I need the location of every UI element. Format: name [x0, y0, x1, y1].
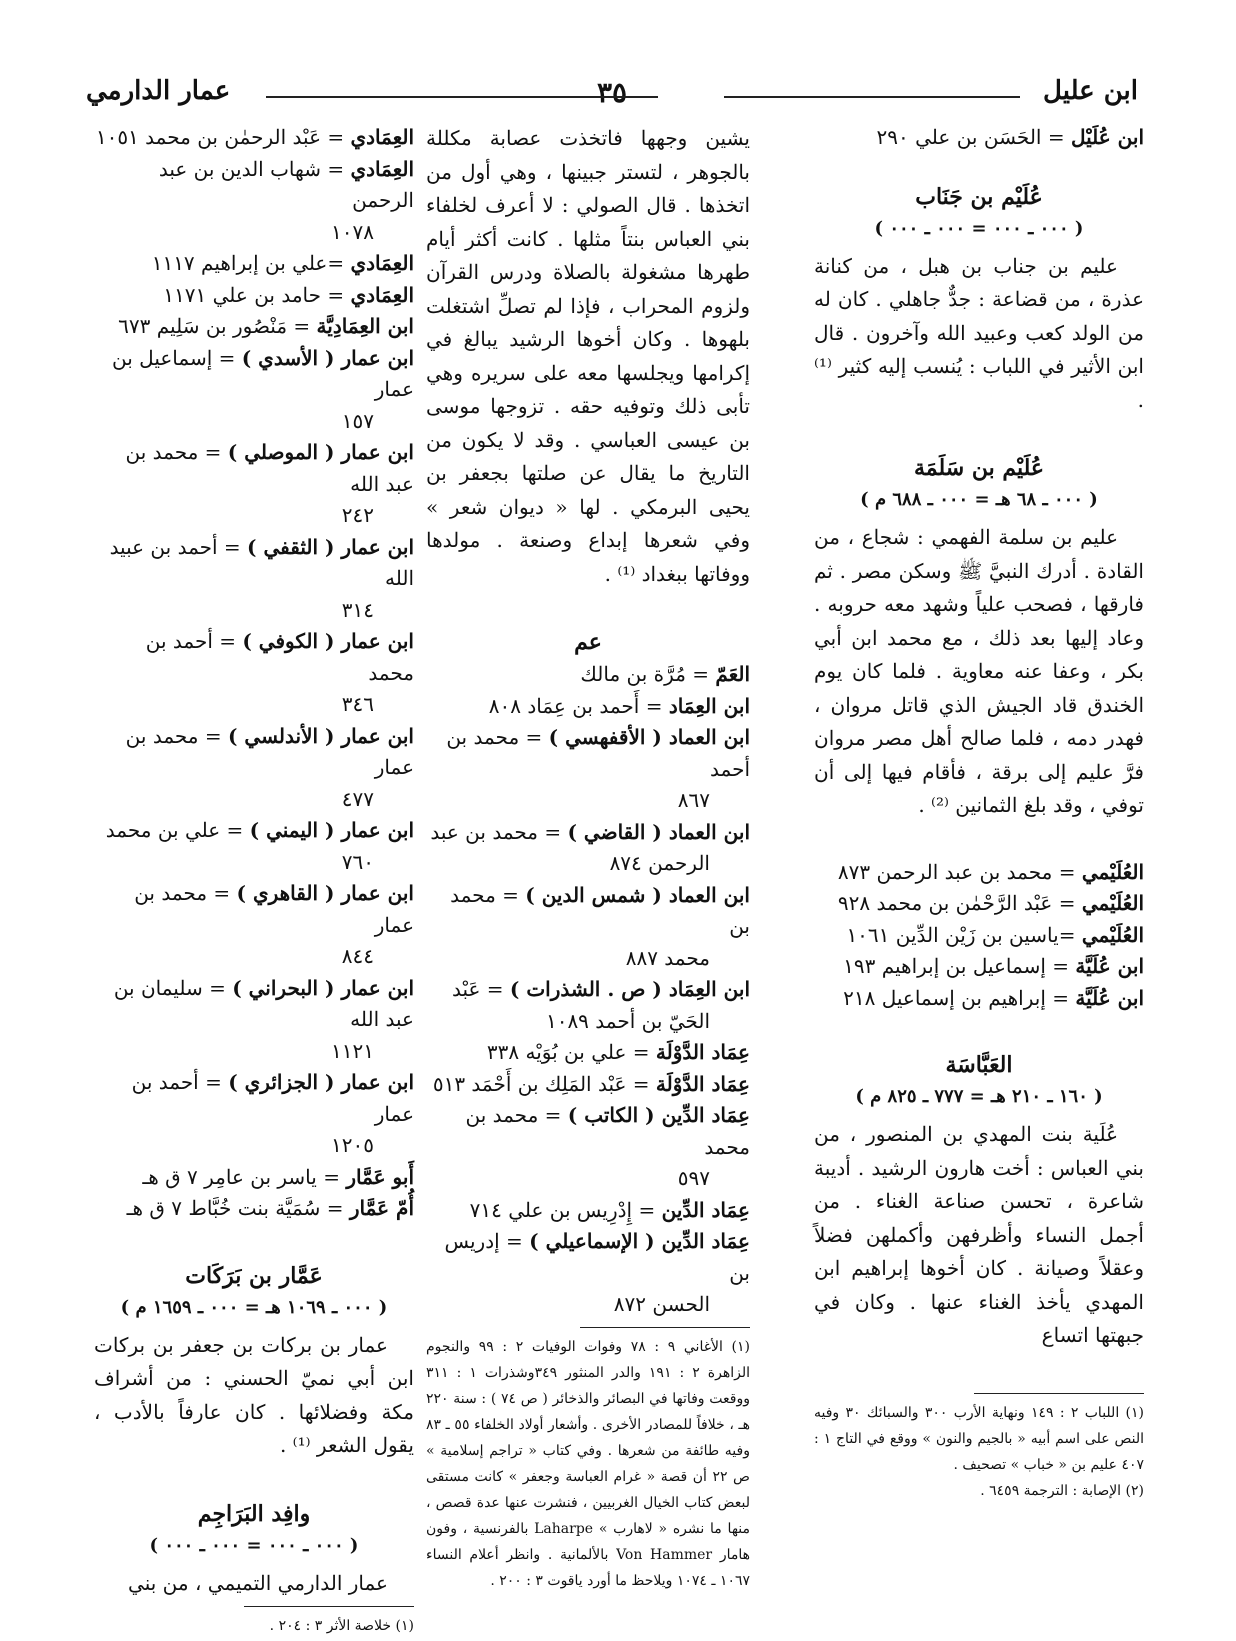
cross-reference-target: = محمد بن أحمد: [446, 725, 750, 781]
cross-reference-name: عِمَاد الدَّوْلَة: [655, 1040, 750, 1064]
footnote: (١) اللباب ٢ : ١٤٩ ونهاية الأرب ٣٠٠ والسبائك ٣٠ وفيه النص على اسم أبيه « بالجيم والنون » ووقع في التاج ١ : ٤٠٧ عليم بن « خباب » تصحيف .: [814, 1404, 1144, 1473]
cross-reference: [814, 857, 1144, 889]
cross-reference: [94, 122, 414, 154]
column-left: [94, 122, 414, 1639]
cross-reference: [94, 311, 414, 343]
cross-reference-name: العِمَادي: [350, 125, 414, 149]
cross-reference-name: ابن العماد ( الأقفهسي ): [548, 725, 750, 749]
cross-reference-name: العَمّ: [715, 662, 750, 686]
cross-reference: [94, 721, 414, 784]
cross-reference-name: ابن عمار ( الأسدي ): [241, 345, 414, 370]
entry-dates: ( ٠٠٠ ـ ٠٠٠ = ٠٠٠ ـ ٠٠٠ ): [874, 217, 1084, 239]
cross-reference-name: العِمَادي: [350, 282, 414, 307]
cross-reference-name: ابن عُلَيَّة: [1075, 985, 1144, 1010]
cross-reference-name: ابن العِمَاد ( ص . الشذرات ): [509, 977, 750, 1001]
cross-reference-continuation: محمد ٨٨٧: [625, 945, 710, 970]
cross-reference-target: = محمد بن عبد الله: [125, 440, 414, 496]
cross-reference-name: ابن عمار ( الموصلي ): [227, 440, 414, 464]
cross-reference-continuation: ١١٢١: [331, 1038, 374, 1063]
column-right: [814, 122, 1144, 1504]
cross-reference-continuation: ٨٦٧: [677, 788, 710, 812]
cross-reference: [94, 626, 414, 689]
cross-reference: [426, 880, 750, 943]
cross-reference-target: = أَحمد بن عِمَاد ٨٠٨: [488, 693, 663, 718]
cross-reference: [426, 691, 750, 723]
cross-reference-name: ابن العماد ( شمس الدين ): [525, 882, 750, 907]
entry-dates: ( ٠٠٠ ـ ٠٠٠ = ٠٠٠ ـ ٠٠٠ ): [149, 1534, 359, 1556]
cross-reference-target: = محمد بن عمار: [125, 723, 414, 779]
cross-reference-name: ابن عمار ( الثقفي ): [247, 534, 414, 559]
entry-title: عُلَيْم بن سَلَمَة: [913, 455, 1045, 481]
cross-reference: [426, 1037, 750, 1069]
running-header: [86, 68, 1138, 124]
cross-reference: [814, 888, 1144, 920]
cross-reference: [94, 532, 414, 595]
cross-reference-continuation: ٨٤٤: [341, 944, 374, 968]
cross-reference-name: ابن عمار ( البحراني ): [232, 975, 414, 1000]
cross-reference-name: العِمَادي: [350, 251, 414, 275]
page-number: ٣٥: [596, 76, 628, 109]
cross-reference: [426, 817, 750, 849]
header-rule-left: [266, 96, 658, 98]
cross-reference: [426, 1226, 750, 1289]
cross-reference-name: ابن عمار ( الكوفي ): [242, 629, 414, 653]
entry-dates: ( ٠٠٠ ـ ١٠٦٩ هـ = ٠٠٠ ـ ١٦٥٩ م ): [120, 1296, 388, 1318]
entry-body: عُلَية بنت المهدي بن المنصور ، من بني العباس : أخت هارون الرشيد . أديبة شاعرة ، تحسن صناعة الغناء . من أجمل النساء وأظرفهن وأكملهن فضلاً وعقلاً وصيانة . كان أخوها إبراهيم ابن المهدي يأخذ الغناء عنها . وكان في جبهتها اتساع: [814, 1122, 1144, 1347]
footnote: (٢) الإصابة : الترجمة ٦٤٥٩ .: [980, 1482, 1144, 1499]
cross-reference: [94, 878, 414, 941]
cross-reference-name: عِمَاد الدِّين ( الكاتب ): [567, 1103, 750, 1127]
cross-reference-name: العُلَيْمي: [1081, 891, 1144, 915]
cross-reference-target: = عَبْد الرحمٰن بن محمد ١٠٥١: [95, 125, 345, 149]
cross-reference: [814, 920, 1144, 952]
cross-reference: [94, 154, 414, 217]
cross-reference-list: [814, 857, 1144, 1015]
cross-reference-name: ابن العِمَاد: [668, 693, 750, 718]
entry-title: العَبَّاسَة: [945, 1052, 1013, 1078]
cross-reference-target: = محمد بن عبد الرحمن ٨٧٣: [837, 859, 1076, 884]
cross-reference-name: ابن العماد ( القاضي ): [567, 819, 750, 844]
cross-reference-target: = مُرَّة بن مالك: [580, 662, 710, 686]
cross-reference-continuation: ١٥٧: [341, 408, 374, 433]
cross-reference-name: عِمَاد الدِّين ( الإسماعيلي ): [529, 1229, 750, 1253]
entry-body: عمار بن بركات بن جعفر بن بركات ابن أبي نميّ الحسني : من أشراف مكة وفضلائها . كان عارفاً بالأدب ، يقول الشعر ⁽¹⁾ .: [94, 1332, 414, 1457]
cross-reference-target: = سليمان بن عبد الله: [113, 975, 414, 1031]
cross-reference: [94, 343, 414, 406]
header-left-word: عمار الدارمي: [86, 76, 231, 106]
entry-title: عَمَّار بن بَرَكَات: [185, 1262, 323, 1289]
entry-body: عمار الدارمي التميمي ، من بني: [128, 1570, 388, 1595]
cross-reference-name: ابن عمار ( اليمني ): [249, 818, 414, 842]
cross-reference-target: = إسماعيل بن إبراهيم ١٩٣: [843, 954, 1070, 978]
entry-body: عليم بن سلمة الفهمي : شجاع ، من القادة . أدرك النبيَّ ﷺ وسكن مصر . ثم فارقها ، فصحب علياً وشهد معه حروبه . وعاد إليها بعد ذلك ، مع محمد ابن أبي بكر ، وعفا عنه معاوية . فلما كان يوم الخندق قاد الجيش الذي قاتل مروان ، فهدر دمه ، فلما صالح أهل مصر مروان فرَّ عليم إلى برقة ، فأقام فيها إلى أن توفي ، وقد بلغ الثمانين ⁽²⁾ .: [814, 525, 1144, 817]
cross-reference-target: = حامد بن علي ١١٧١: [163, 282, 345, 307]
cross-reference-target: = أحمد بن عمار: [131, 1070, 414, 1126]
cross-reference-continuation: ٤٧٧: [341, 786, 374, 811]
cross-reference-name: ابن العِمَادِيَّة: [316, 314, 414, 338]
entry-title: وافِد البَرَاجِم: [197, 1500, 311, 1527]
cross-reference-continuation: الحسن ٨٧٢: [613, 1292, 710, 1316]
cross-reference-target: = علي بن محمد: [105, 818, 244, 842]
cross-reference-target: =علي بن إبراهيم ١١١٧: [151, 251, 345, 275]
cross-reference: ابن عُلَيْل = الحَسَن بن علي ٢٩٠: [876, 125, 1144, 149]
cross-reference-continuation: ٥٩٧: [677, 1166, 710, 1190]
footnote-rule: [244, 1606, 414, 1607]
cross-reference-target: =ياسين بن زَيْن الدِّين ١٠٦١: [846, 922, 1076, 947]
cross-reference-continuation: ٢٤٢: [341, 503, 374, 527]
cross-reference-target: = شهاب الدين بن عبد الرحمن: [158, 156, 414, 212]
header-right-word: ابن عليل: [1043, 76, 1138, 106]
cross-reference-target: = محمد بن: [450, 882, 750, 938]
cross-reference-name: عِمَاد الدِّين: [661, 1197, 750, 1222]
cross-reference-target: = أحمد بن محمد: [145, 629, 414, 685]
cross-reference: [426, 1069, 750, 1101]
cross-reference: [94, 973, 414, 1036]
cross-reference-continuation: ١٢٠٥: [331, 1133, 374, 1157]
footnote: (١) خلاصة الأثر ٣ : ٢٠٤ .: [269, 1618, 414, 1634]
cross-reference: [426, 1195, 750, 1227]
cross-reference-target: = إدريس بن: [444, 1229, 750, 1285]
cross-reference-target: = علي بن بُوَيْه ٣٣٨: [486, 1040, 650, 1064]
cross-reference-target: = أحمد بن عبيد الله: [109, 534, 414, 590]
cross-reference: [94, 437, 414, 500]
cross-reference-continuation: ٣١٤: [341, 597, 374, 622]
cross-reference-target: = إسماعيل بن عمار: [112, 345, 414, 401]
cross-reference-target: = عَبْد الرَّحْمٰن بن محمد ٩٢٨: [837, 891, 1076, 915]
cross-reference-target: = مَنْصُور بن سَلِيم ٦٧٣: [118, 314, 311, 338]
cross-reference: [94, 280, 414, 312]
cross-reference-name: ابن عمار ( الجزائري ): [228, 1070, 414, 1094]
cross-reference-continuation: ٧٦٠: [341, 849, 374, 874]
cross-reference-name: أُمّ عَمَّار: [349, 1196, 414, 1220]
cross-reference-target: = عَبْد: [451, 977, 504, 1001]
footnote: (١) الأغاني ٩ : ٧٨ وفوات الوفيات ٢ : ٩٩ والنجوم الزاهرة ٢ : ١٩١ والدر المنثور ٣٤٩وشذرات ١ : ٣١١ ووقعت وفاتها في البصائر والذخائر ( ص ٧٤ ) : سنة ٢٢٠ هـ ، خلافاً للمصادر الأخرى . وأشعار أولاد الخلفاء ٥٥ ـ ٨٣ وفيه طائفة من شعرها . وفي كتاب « تراجم إسلامية » ص ٢٢ أن قصة « غرام العباسة وجعفر » كانت مستقى لبعض كتاب الخيال الغربيين ، فنشرت عنها عدة قصص ، منها ما نشره « لاهارب » Laharpe بالفرنسية ، وفون هامار Von Hammer بالألمانية . وانظر أعلام النساء ١٠٦٧ ـ ١٠٧٤ ويلاحظ ما أورد ياقوت ٣ : ٢٠٠ .: [426, 1338, 751, 1589]
column-middle: [426, 122, 750, 1594]
cross-reference-name: العُلَيْمي: [1081, 859, 1144, 884]
cross-reference-name: ابن عُلَيَّة: [1075, 954, 1144, 978]
cross-reference: [94, 1162, 414, 1194]
cross-reference: [814, 951, 1144, 983]
cross-reference-name: عِمَاد الدَّوْلَة: [655, 1071, 750, 1096]
section-heading: عم: [574, 629, 602, 655]
cross-reference-continuation: ١٠٧٨: [331, 219, 374, 244]
entry-title: عُلَيْم بن جَنَاب: [915, 183, 1043, 210]
cross-reference-name: أَبو عَمَّار: [346, 1164, 414, 1189]
cross-reference-target: = إِدْرِيس بن علي ٧١٤: [469, 1197, 656, 1222]
cross-reference-target: = ياسر بن عامِر ٧ ق هـ: [142, 1164, 340, 1189]
cross-reference-target: = محمد بن محمد: [465, 1103, 750, 1159]
cross-reference-target: = محمد بن عبد: [430, 819, 562, 844]
cross-reference: [94, 1067, 414, 1130]
cross-reference: [426, 659, 750, 691]
entry-dates: ( ١٦٠ ـ ٢١٠ هـ = ٧٧٧ ـ ٨٢٥ م ): [855, 1086, 1103, 1107]
cross-reference-target: = محمد بن عمار: [134, 881, 414, 937]
cross-reference-target: = عَبْد المَلِك بن أَحْمَد ٥١٣: [432, 1071, 650, 1096]
cross-reference-list: [426, 659, 750, 1321]
cross-reference: [814, 983, 1144, 1015]
entry-dates: ( ٠٠٠ ـ ٦٨ هـ = ٠٠٠ ـ ٦٨٨ م ): [860, 489, 1098, 510]
cross-reference-list: [94, 122, 414, 1225]
entry-body-continued: يشين وجهها فاتخذت عصابة مكللة بالجوهر ، لتستر جبينها ، وهي أول من اتخذها . قال الصولي : لا أعرف لخلفاء بني العباس بنتاً مثلها . كانت أكثر أيام طهرها مشغولة بالصلاة ودرس القرآن ولزوم المحراب ، فإذا لم تصلِّ اشتغلت بلهوها . وكان أخوها الرشيد يبالغ في إكرامها ويجلسها معه على سريره وهي تأبى ذلك وتوفيه حقه . تزوجها موسى بن عيسى العباسي . وقد لا يكون من التاريخ ما يقال عن صلتها بجعفر بن يحيى البرمكي . لها « ديوان شعر » وفي شعرها إبداع وصنعة . مولدها ووفاتها ببغداد ⁽¹⁾ .: [426, 126, 750, 586]
cross-reference: [94, 1193, 414, 1225]
cross-reference: [94, 815, 414, 847]
footnote-rule: [580, 1327, 750, 1328]
cross-reference-target: = إبراهيم بن إسماعيل ٢١٨: [843, 985, 1070, 1010]
cross-reference-name: العُلَيْمي: [1081, 922, 1144, 947]
cross-reference-continuation: ٣٤٦: [341, 692, 374, 716]
cross-reference-continuation: الرحمن ٨٧٤: [609, 851, 710, 875]
cross-reference: [426, 1100, 750, 1163]
footnote-rule: [974, 1393, 1144, 1394]
entry-body: عليم بن جناب بن هبل ، من كنانة عذرة ، من قضاعة : جدٌّ جاهلي . كان له من الولد كعب وعبيد الله وآخرون . قال ابن الأثير في اللباب : يُنسب إليه كثير ⁽¹⁾ .: [814, 253, 1144, 412]
cross-reference: [94, 248, 414, 280]
cross-reference-name: ابن عمار ( الأندلسي ): [227, 723, 414, 748]
cross-reference: [426, 974, 750, 1006]
cross-reference: [426, 722, 750, 785]
cross-reference-name: ابن عمار ( القاهري ): [236, 881, 414, 905]
cross-reference-name: العِمَادي: [350, 156, 414, 181]
cross-reference-target: = سُمَيَّة بنت خُبَّاط ٧ ق هـ: [126, 1196, 344, 1220]
cross-reference-continuation: الحَيّ بن أحمد ١٠٨٩: [545, 1008, 710, 1033]
